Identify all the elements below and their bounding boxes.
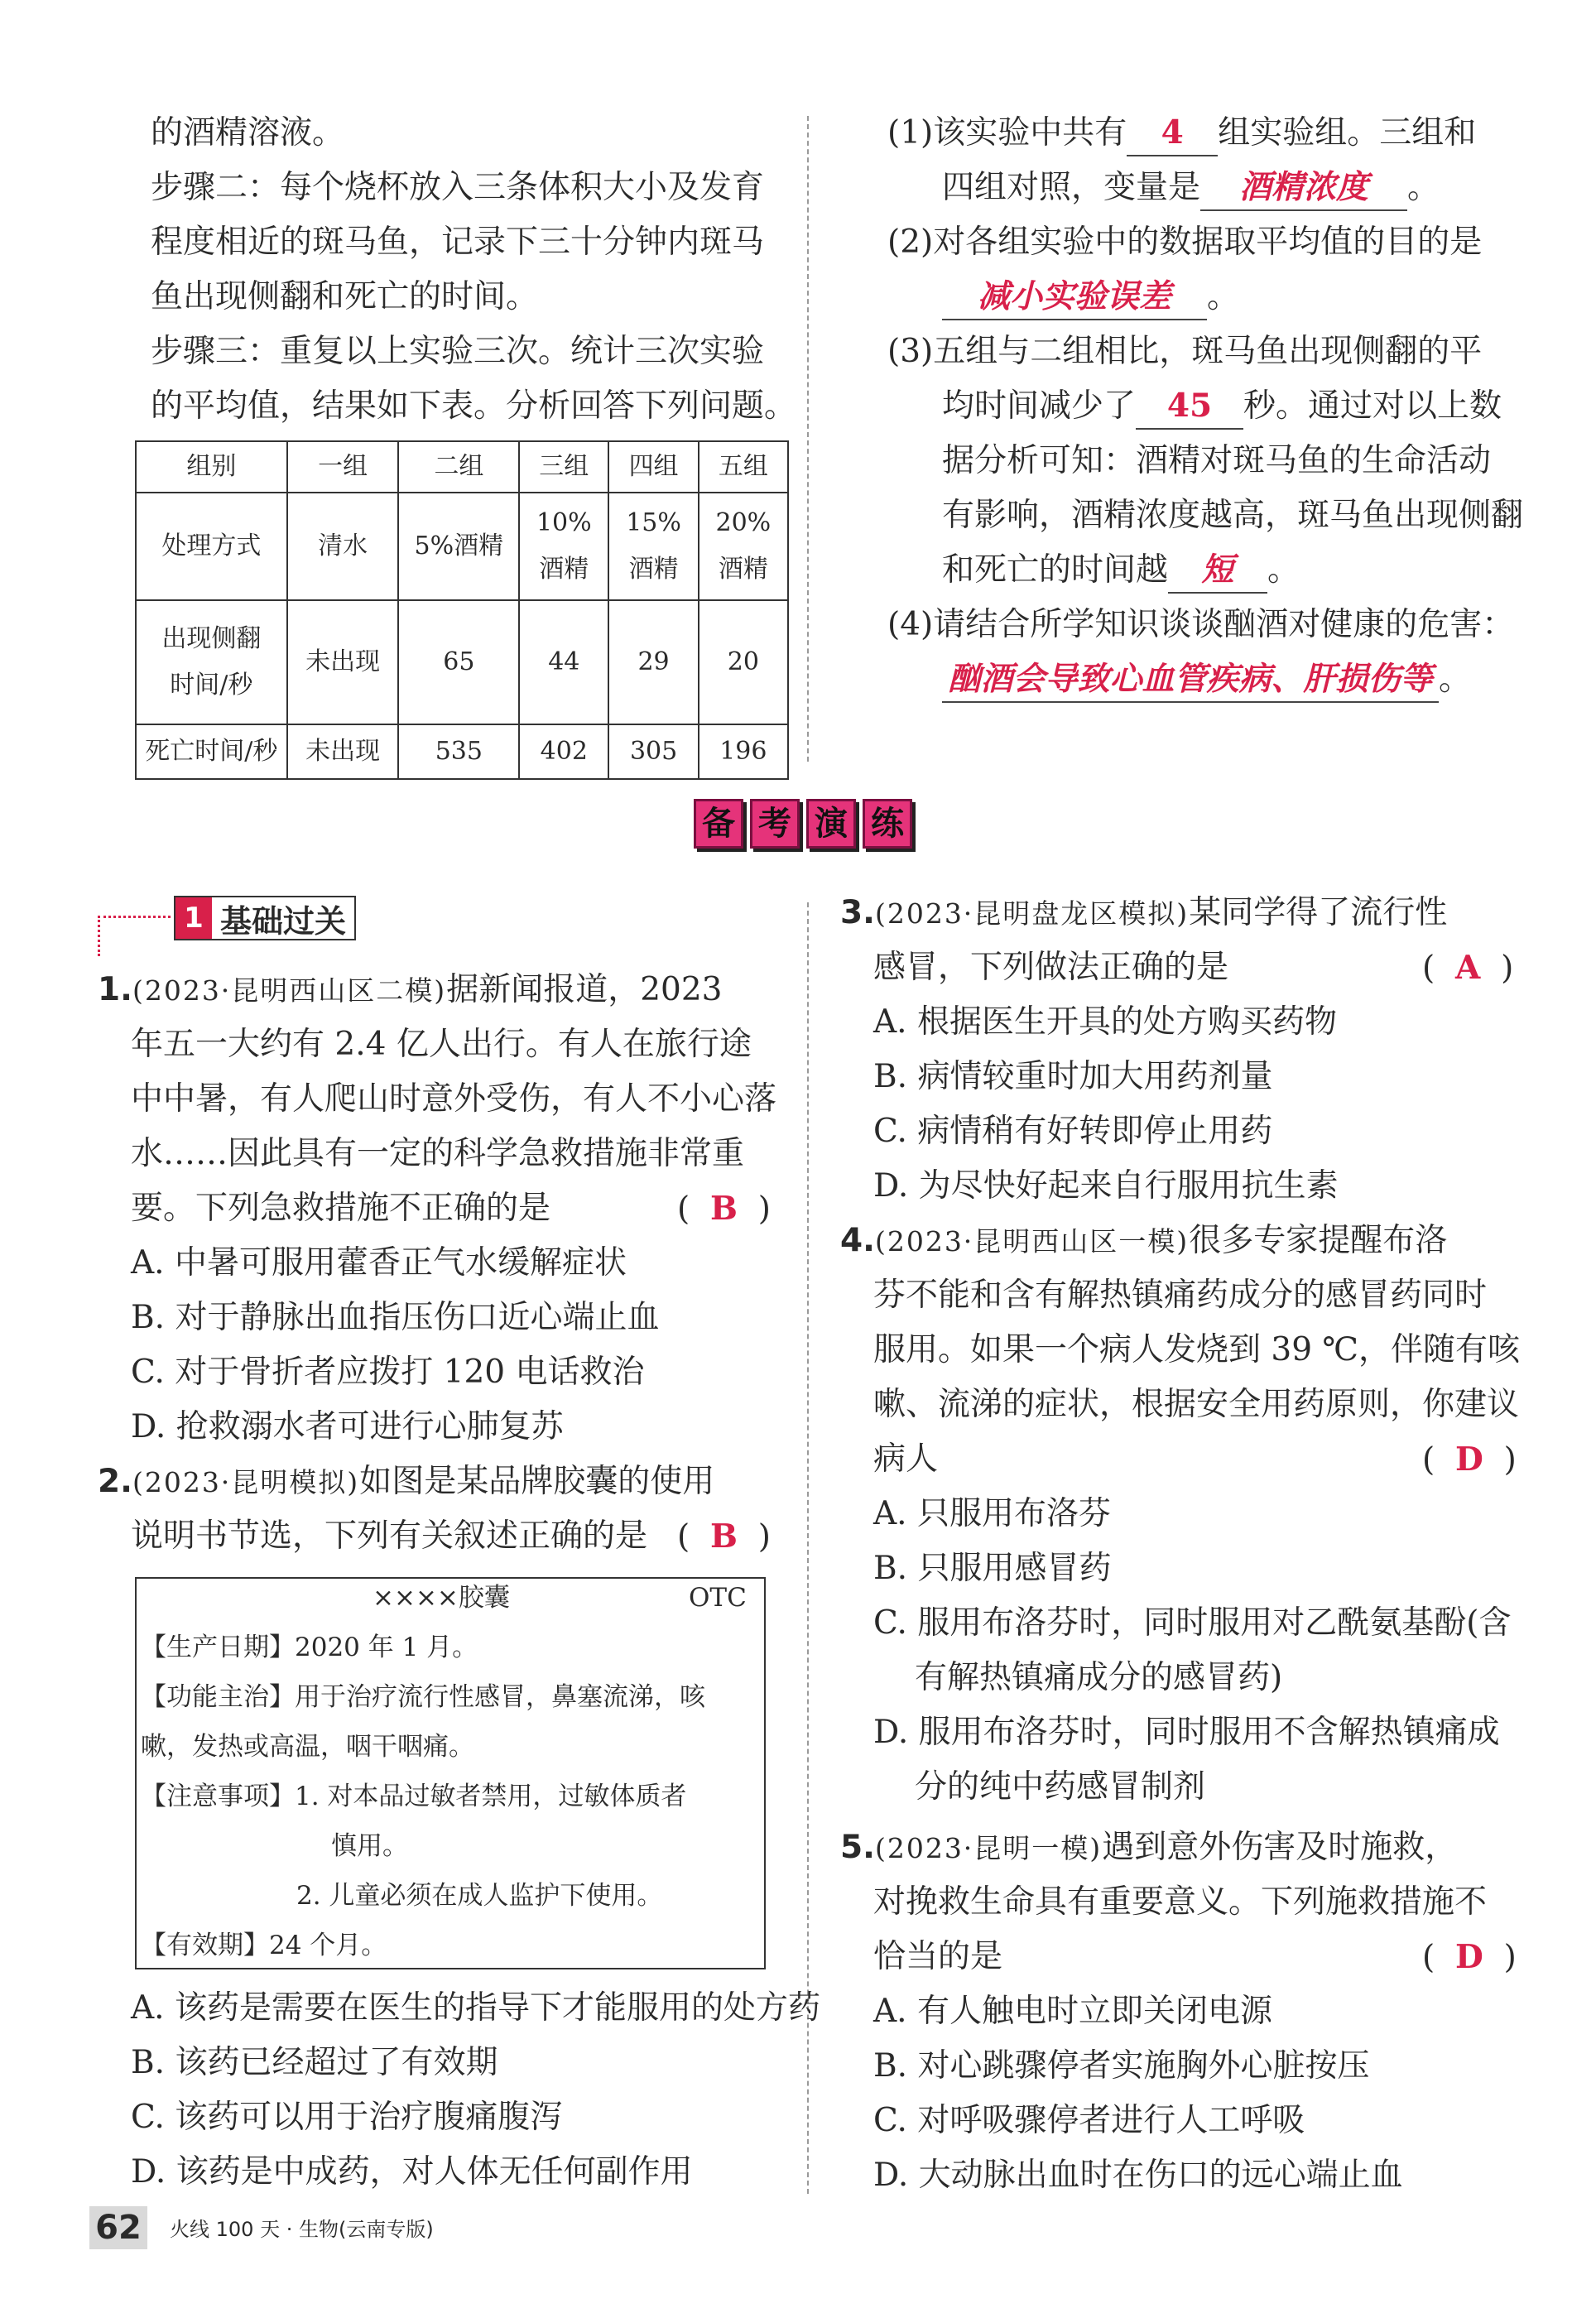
option: B. 只服用感冒药 (873, 1550, 1112, 1587)
q1-stem (98, 963, 722, 1018)
q1-stem: 年五一大约有 2.4 亿人出行。有人在旅行途 (131, 1026, 752, 1063)
q4-line: (4)请结合所学知识谈谈酗酒对健康的危害： (887, 606, 1515, 643)
row-label (136, 600, 287, 724)
header-cell: 五组 (699, 441, 788, 493)
option: D. 大动脉出血时在伤口的远心端止血 (873, 2157, 1403, 2194)
question-number: 3. (840, 894, 875, 931)
answer: B (710, 1190, 738, 1228)
table-cell (519, 493, 608, 600)
question-source: (2023·昆明盘龙区模拟) (874, 897, 1190, 930)
q2-stem (98, 1455, 714, 1510)
q2-answer: ( B ) (677, 1517, 771, 1556)
q5-stem: 对挽救生命具有重要意义。下列施救措施不 (873, 1883, 1488, 1921)
text: 和死亡的时间越 (942, 551, 1169, 589)
section-number: 1 (175, 897, 212, 939)
q1-stem: 中中暑，有人爬山时意外受伤，有人不小心落 (131, 1080, 777, 1118)
answer-blank (1127, 111, 1218, 156)
question-number: 1. (98, 971, 132, 1008)
text-line: 程度相近的斑马鱼，记录下三十分钟内斑马 (151, 224, 765, 261)
row-label: 处理方式 (136, 493, 287, 600)
answer: 酒精浓度 (1239, 169, 1369, 206)
q1-line (887, 106, 1476, 161)
option: D. 为尽快好起来自行服用抗生素 (873, 1167, 1339, 1205)
text-line: 步骤三：重复以上实验三次。统计三次实验 (151, 333, 765, 370)
option: D. 抢救溺水者可进行心肺复苏 (131, 1408, 564, 1445)
table-cell: 535 (398, 724, 519, 779)
text: 很多专家提醒布洛 (1189, 1222, 1448, 1259)
banner-char: 备 (694, 799, 743, 849)
text: 。 (1439, 661, 1472, 698)
question-source: (2023·昆明西山区二模) (132, 974, 447, 1007)
option: C. 服用布洛芬时，同时服用对乙酰氨基酚(含 (873, 1604, 1512, 1642)
q4-stem (840, 1214, 1447, 1269)
experiment-table (135, 440, 789, 780)
q4-line (942, 652, 1471, 707)
q4-stem: 芬不能和含有解热镇痛药成分的感冒药同时 (873, 1277, 1488, 1314)
option: C. 对呼吸骤停者进行人工呼吸 (873, 2102, 1305, 2139)
cell-line: 酒精 (539, 555, 589, 584)
page-number: 62 (89, 2206, 147, 2249)
answer-blank (1168, 549, 1267, 594)
option: D. 该药是中成药，对人体无任何副作用 (131, 2153, 693, 2191)
q2-line: (2)对各组实验中的数据取平均值的目的是 (887, 224, 1483, 261)
table-cell: 196 (699, 724, 788, 779)
text: 。 (1207, 278, 1240, 315)
box-line: 【注意事项】1. 对本品过敏者禁用，过敏体质者 (141, 1782, 687, 1811)
box-title: ××××胶囊 (373, 1583, 510, 1613)
text-line: 的平均值，结果如下表。分析回答下列问题。 (151, 387, 797, 425)
question-number: 5. (840, 1829, 875, 1866)
answer: B (710, 1517, 738, 1556)
question-number: 4. (840, 1222, 875, 1259)
banner-char: 练 (863, 799, 912, 849)
q2-stem: 说明书节选，下列有关叙述正确的是 (131, 1517, 648, 1555)
option: A. 中暑可服用藿香正气水缓解症状 (131, 1244, 627, 1282)
section-connector (98, 916, 176, 956)
question-source: (2023·昆明西山区一模) (874, 1225, 1190, 1258)
question-source: (2023·昆明一模) (874, 1832, 1103, 1864)
option: 分的纯中药感冒制剂 (915, 1768, 1206, 1806)
table-cell: 29 (608, 600, 698, 724)
table-cell: 44 (519, 600, 608, 724)
text: (1)该实验中共有 (887, 114, 1127, 151)
answer: A (1455, 949, 1481, 987)
answer-blank (1136, 384, 1243, 430)
answer-blank (942, 658, 1439, 703)
cell-line: 酒精 (628, 555, 679, 584)
q4-stem: 嗽、流涕的症状，根据安全用药原则，你建议 (873, 1386, 1520, 1423)
q1-stem: 水……因此具有一定的科学急救措施非常重 (131, 1135, 745, 1172)
table-cell: 清水 (287, 493, 399, 600)
answer: 酗酒会导致心血管疾病、肝损伤等 (948, 661, 1433, 698)
q3-line: 据分析可知：酒精对斑马鱼的生命活动 (942, 442, 1492, 479)
section-title: 基础过关 (220, 902, 347, 940)
cell-line: 出现侧翻 (161, 624, 262, 653)
option: B. 对于静脉出血指压伤口近心端止血 (131, 1299, 660, 1336)
section-header (174, 896, 356, 940)
text-line: 步骤二：每个烧杯放入三条体积大小及发育 (151, 169, 765, 206)
cell-line: 时间/秒 (170, 671, 253, 700)
box-otc: OTC (689, 1583, 747, 1613)
table-cell: 305 (608, 724, 698, 779)
q3-line: 有影响，酒精浓度越高，斑马鱼出现侧翻 (942, 497, 1524, 534)
q5-stem (840, 1820, 1457, 1876)
box-line: 2. 儿童必须在成人监护下使用。 (296, 1881, 663, 1911)
box-line: 慎用。 (331, 1831, 408, 1861)
q3-answer: ( A ) (1422, 949, 1514, 987)
answer: 短 (1201, 551, 1234, 589)
q1-stem: 要。下列急救措施不正确的是 (131, 1190, 551, 1227)
option: C. 该药可以用于治疗腹痛腹泻 (131, 2099, 563, 2136)
text: 遇到意外伤害及时施救， (1102, 1829, 1458, 1866)
answer: D (1455, 1938, 1483, 1976)
option: 有解热镇痛成分的感冒药) (915, 1659, 1283, 1696)
option: C. 对于骨折者应拨打 120 电话救治 (131, 1354, 645, 1391)
question-number: 2. (98, 1463, 132, 1500)
column-divider-top (807, 116, 809, 762)
q3-stem: 感冒，下列做法正确的是 (873, 949, 1229, 986)
header-cell: 四组 (608, 441, 698, 493)
box-line: 嗽，发热或高温，咽干咽痛。 (141, 1732, 474, 1762)
text: 据新闻报道，2023 (446, 971, 723, 1008)
q3-line: (3)五组与二组相比，斑马鱼出现侧翻的平 (887, 333, 1483, 370)
option: C. 病情稍有好转即停止用药 (873, 1113, 1273, 1150)
table-cell: 65 (398, 600, 519, 724)
option: A. 该药是需要在医生的指导下才能服用的处方药 (131, 1989, 820, 2027)
option: A. 只服用布洛芬 (873, 1495, 1111, 1532)
text: 组实验组。三组和 (1218, 114, 1477, 151)
q4-stem: 服用。如果一个病人发烧到 39 ℃，伴随有咳 (873, 1331, 1521, 1368)
answer: D (1455, 1440, 1483, 1479)
option: B. 病情较重时加大用药剂量 (873, 1058, 1273, 1095)
text-line: 鱼出现侧翻和死亡的时间。 (151, 278, 539, 315)
text: 。 (1267, 551, 1300, 589)
box-line: 【功能主治】用于治疗流行性感冒，鼻塞流涕，咳 (141, 1682, 705, 1712)
banner-char: 考 (750, 799, 800, 849)
text: 秒。通过对以上数 (1243, 387, 1502, 425)
table-cell (699, 493, 788, 600)
section-banner (694, 799, 919, 849)
q3-line (942, 543, 1300, 598)
cell-line: 20% (715, 508, 772, 537)
footer-text: 火线 100 天 · 生物(云南专版) (170, 2218, 434, 2241)
answer: 4 (1161, 113, 1184, 151)
table-cell: 未出现 (287, 724, 399, 779)
table-cell: 未出现 (287, 600, 399, 724)
banner-char: 演 (806, 799, 856, 849)
cell-line: 10% (536, 508, 592, 537)
header-cell: 一组 (287, 441, 399, 493)
text: 均时间减少了 (942, 387, 1137, 425)
table-cell (608, 493, 698, 600)
row-label: 死亡时间/秒 (136, 724, 287, 779)
q5-stem: 恰当的是 (873, 1938, 1003, 1975)
header-cell: 三组 (519, 441, 608, 493)
q4-stem: 病人 (873, 1440, 939, 1478)
option: D. 服用布洛芬时，同时服用不含解热镇痛成 (873, 1714, 1500, 1751)
text: 如图是某品牌胶囊的使用 (359, 1463, 715, 1500)
answer-blank (1200, 166, 1407, 211)
answer-blank (942, 276, 1207, 320)
option: A. 根据医生开具的处方购买药物 (873, 1003, 1337, 1041)
cell-line: 15% (626, 508, 681, 537)
table-cell: 402 (519, 724, 608, 779)
q5-answer: ( D ) (1422, 1938, 1517, 1976)
option: A. 有人触电时立即关闭电源 (873, 1993, 1272, 2030)
option: B. 该药已经超过了有效期 (131, 2044, 498, 2081)
answer: 45 (1166, 387, 1213, 425)
header-cell: 组别 (136, 441, 287, 493)
text: 四组对照，变量是 (942, 169, 1201, 206)
box-line: 【生产日期】2020 年 1 月。 (141, 1633, 478, 1662)
option: B. 对心跳骤停者实施胸外心脏按压 (873, 2047, 1370, 2085)
q1-answer: ( B ) (677, 1190, 771, 1228)
q3-line (942, 379, 1502, 434)
answer: 减小实验误差 (977, 278, 1171, 315)
q3-stem (840, 886, 1447, 941)
question-source: (2023·昆明模拟) (132, 1466, 360, 1498)
box-line: 【有效期】24 个月。 (141, 1931, 387, 1960)
q2-line (942, 270, 1239, 325)
q4-answer: ( D ) (1422, 1440, 1517, 1479)
table-cell: 20 (699, 600, 788, 724)
text: 。 (1407, 169, 1440, 206)
header-cell: 二组 (398, 441, 519, 493)
text: 某同学得了流行性 (1189, 894, 1448, 931)
q1-line (942, 161, 1440, 215)
text-line: 的酒精溶液。 (151, 114, 345, 151)
table-cell: 5%酒精 (398, 493, 519, 600)
cell-line: 酒精 (718, 555, 768, 584)
